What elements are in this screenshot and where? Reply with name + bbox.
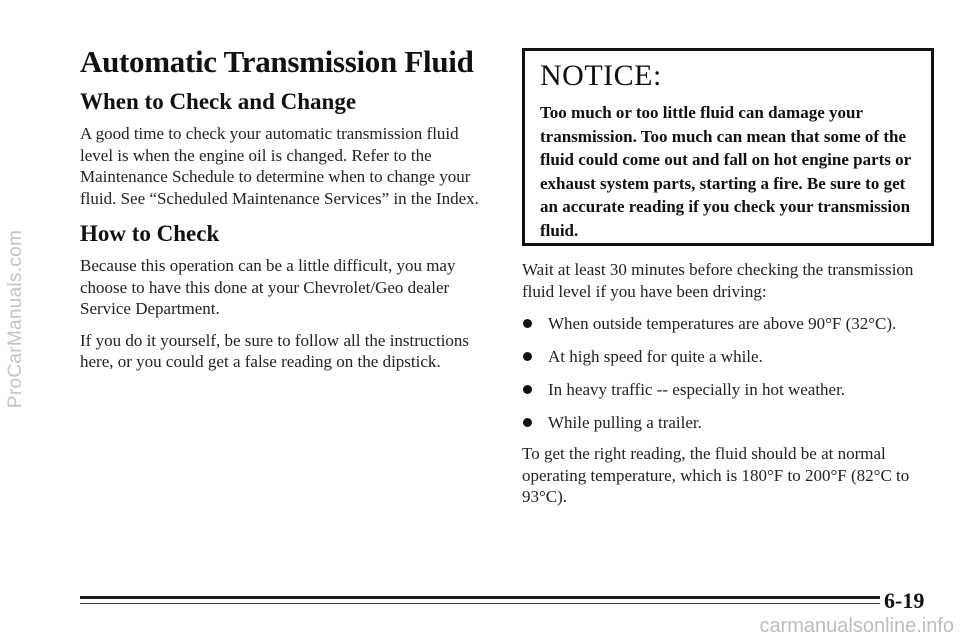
list-item-text: At high speed for quite a while. [548, 347, 763, 366]
how-paragraph-1: Because this operation can be a little difficult, you may choose to have this done at your Chevrolet/Geo dealer Service Department. [80, 256, 456, 318]
section-text-when: A good time to check your automatic transmission fluid level is when the engine oil is changed. Refer to the Maintenance Schedule to determine when to change your fluid. See “Scheduled Maintenance Services” in the Index. [80, 124, 479, 208]
bullet-icon [523, 385, 532, 394]
how-paragraph-2: If you do it yourself, be sure to follow all the instructions here, or you could get a false reading on the dipstick. [80, 330, 470, 371]
notice-heading: NOTICE: [540, 59, 662, 92]
notice-box [522, 48, 934, 246]
list-item [522, 346, 932, 367]
list-item-text: While pulling a trailer. [548, 413, 702, 432]
left-column [80, 44, 492, 373]
list-item-text: In heavy traffic -- especially in hot weather. [548, 380, 846, 399]
closing-paragraph: To get the right reading, the fluid should be at normal operating temperature, which is 180°F to 200°F (82°C to 93°C). [522, 444, 910, 506]
footer-rule-thin [80, 603, 880, 604]
page-number: 6-19 [884, 588, 925, 613]
bullet-icon [523, 319, 532, 328]
right-column [522, 48, 932, 508]
page-title: Automatic Transmission Fluid [80, 44, 474, 79]
section-heading-when: When to Check and Change [80, 89, 357, 114]
list-item [522, 313, 932, 334]
notice-text: Too much or too little fluid can damage your transmission. Too much can mean that some of the fluid could come out and fall on hot engine parts or exhaust system parts, starting a fire. Be sure to get an accurate reading if you check your transmission fluid. [540, 103, 911, 240]
bullet-icon [523, 352, 532, 361]
list-item-text: When outside temperatures are above 90°F (32°C). [548, 314, 897, 333]
list-item [522, 379, 932, 400]
watermark-left [2, 0, 30, 638]
wait-intro: Wait at least 30 minutes before checking the transmission fluid level if you have been driving: [522, 260, 914, 301]
footer-rule [80, 596, 880, 599]
list-item [522, 412, 932, 433]
bullet-icon [523, 418, 532, 427]
watermark-left-text: ProCarManuals.com [5, 229, 26, 409]
condition-list [522, 313, 932, 433]
watermark-bottom: carmanualsonline.info [759, 615, 954, 637]
section-heading-how: How to Check [80, 221, 220, 246]
